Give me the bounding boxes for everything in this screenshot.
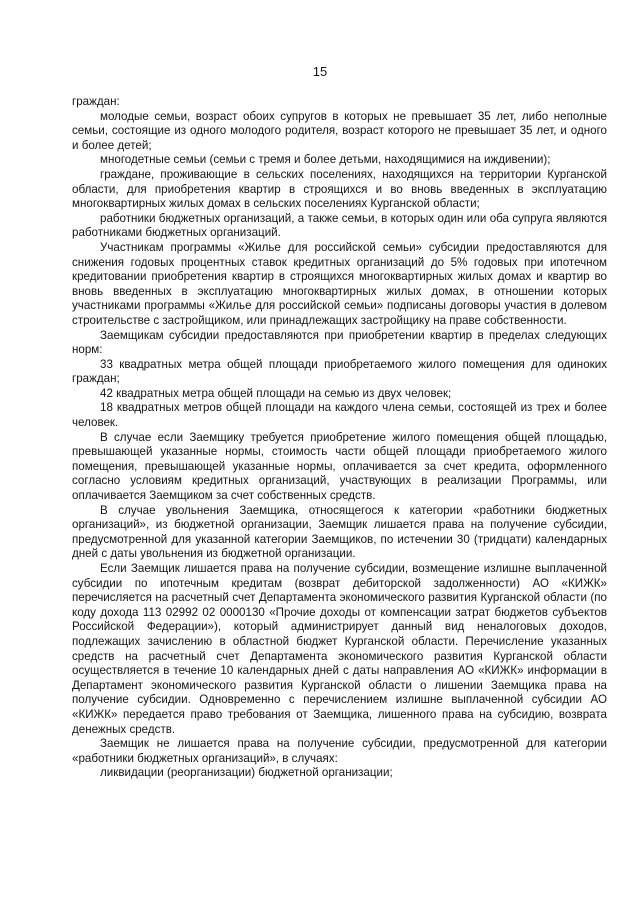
paragraph: 42 квадратных метра общей площади на семью из двух человек; — [100, 386, 452, 400]
paragraph: Заемщикам субсидии предоставляются при приобретении квартир в пределах следующих норм: — [72, 328, 607, 357]
paragraph: работники бюджетных организаций, а также семьи, в которых один или оба супруга являются работниками бюджетных организаций. — [72, 211, 607, 240]
paragraph: В случае если Заемщику требуется приобретение жилого помещения общей площадью, превышающей указанные нормы, стоимость части общей площади приобретаемого жилого помещения, превышающей указанные нормы, оплачивается за счет кредита, оформленного согласно условиям кредитных организаций, участвующих в реализации Программы, или оплачивается Заемщиком за счет собственных средств. — [72, 430, 607, 503]
paragraph: молодые семьи, возраст обоих супругов в которых не превышает 35 лет, либо неполные семьи, состоящие из одного молодого родителя, возраст которого не превышает 35 лет, и одного и более детей; — [72, 109, 607, 152]
body-text — [72, 95, 607, 781]
page-number: 15 — [312, 64, 328, 79]
paragraph: 33 квадратных метра общей площади приобретаемого жилого помещения для одиноких граждан; — [72, 357, 607, 386]
paragraph: граждане, проживающие в сельских поселениях, находящихся на территории Курганской области, для приобретения квартир в строящихся и во вновь введенных в эксплуатацию многоквартирных жилых домах в сельских поселениях Курганской области; — [72, 167, 607, 211]
paragraph: 18 квадратных метров общей площади на каждого члена семьи, состоящей из трех и более человек. — [72, 401, 607, 430]
paragraph: многодетные семьи (семьи с тремя и более детьми, находящимися на иждивении); — [100, 153, 551, 167]
paragraph: В случае увольнения Заемщика, относящегося к категории «работники бюджетных организаций», из бюджетной организации, Заемщик лишается права на получение субсидии, предусмотренной для указанной категории Заемщиков, по истечении 30 (тридцати) календарных дней с даты увольнения из бюджетной организации. — [72, 503, 607, 561]
paragraph: ликвидации (реорганизации) бюджетной организации; — [100, 766, 393, 780]
paragraph: граждан: — [72, 95, 120, 108]
paragraph: Заемщик не лишается права на получение субсидии, предусмотренной для категории «работники бюджетных организаций», в случаях: — [72, 737, 607, 765]
paragraph: Если Заемщик лишается права на получение субсидии, возмещение излишне выплаченной субсидии по ипотечным кредитам (возврат дебиторской задолженности) АО «КИЖК» перечисляется на расчетный счет Департамента экономического развития Курганской области (по коду дохода 113 02992 02 0000130 «Прочие доходы от компенсации затрат бюджетов субъектов Российской Федерации»), который администрирует данный вид неналоговых доходов, подлежащих зачислению в областной бюджет Курганской области. Перечисление указанных средств на расчетный счет Департамента экономического развития Курганской области осуществляется в течение 10 календарных дней с даты направления АО «КИЖК» информации в Департамент экономического развития Курганской области о лишении Заемщика права на получение субсидии. Одновременно с перечислением излишне выплаченной субсидии АО «КИЖК» передается право требования от Заемщика, лишенного права на субсидию, возврата денежных средств. — [72, 562, 607, 736]
paragraph: Участникам программы «Жилье для российской семьи» субсидии предоставляются для снижения годовых процентных ставок кредитных организаций до 5% годовых при ипотечном кредитовании приобретения квартир в строящихся многоквартирных жилых домах и квартир во вновь введенных в эксплуатацию многоквартирных жилых домах, в отношении которых участниками программы «Жилье для российской семьи» подписаны договоры участия в долевом строительстве с застройщиком, или принадлежащих застройщику на праве собственности. — [72, 240, 607, 327]
